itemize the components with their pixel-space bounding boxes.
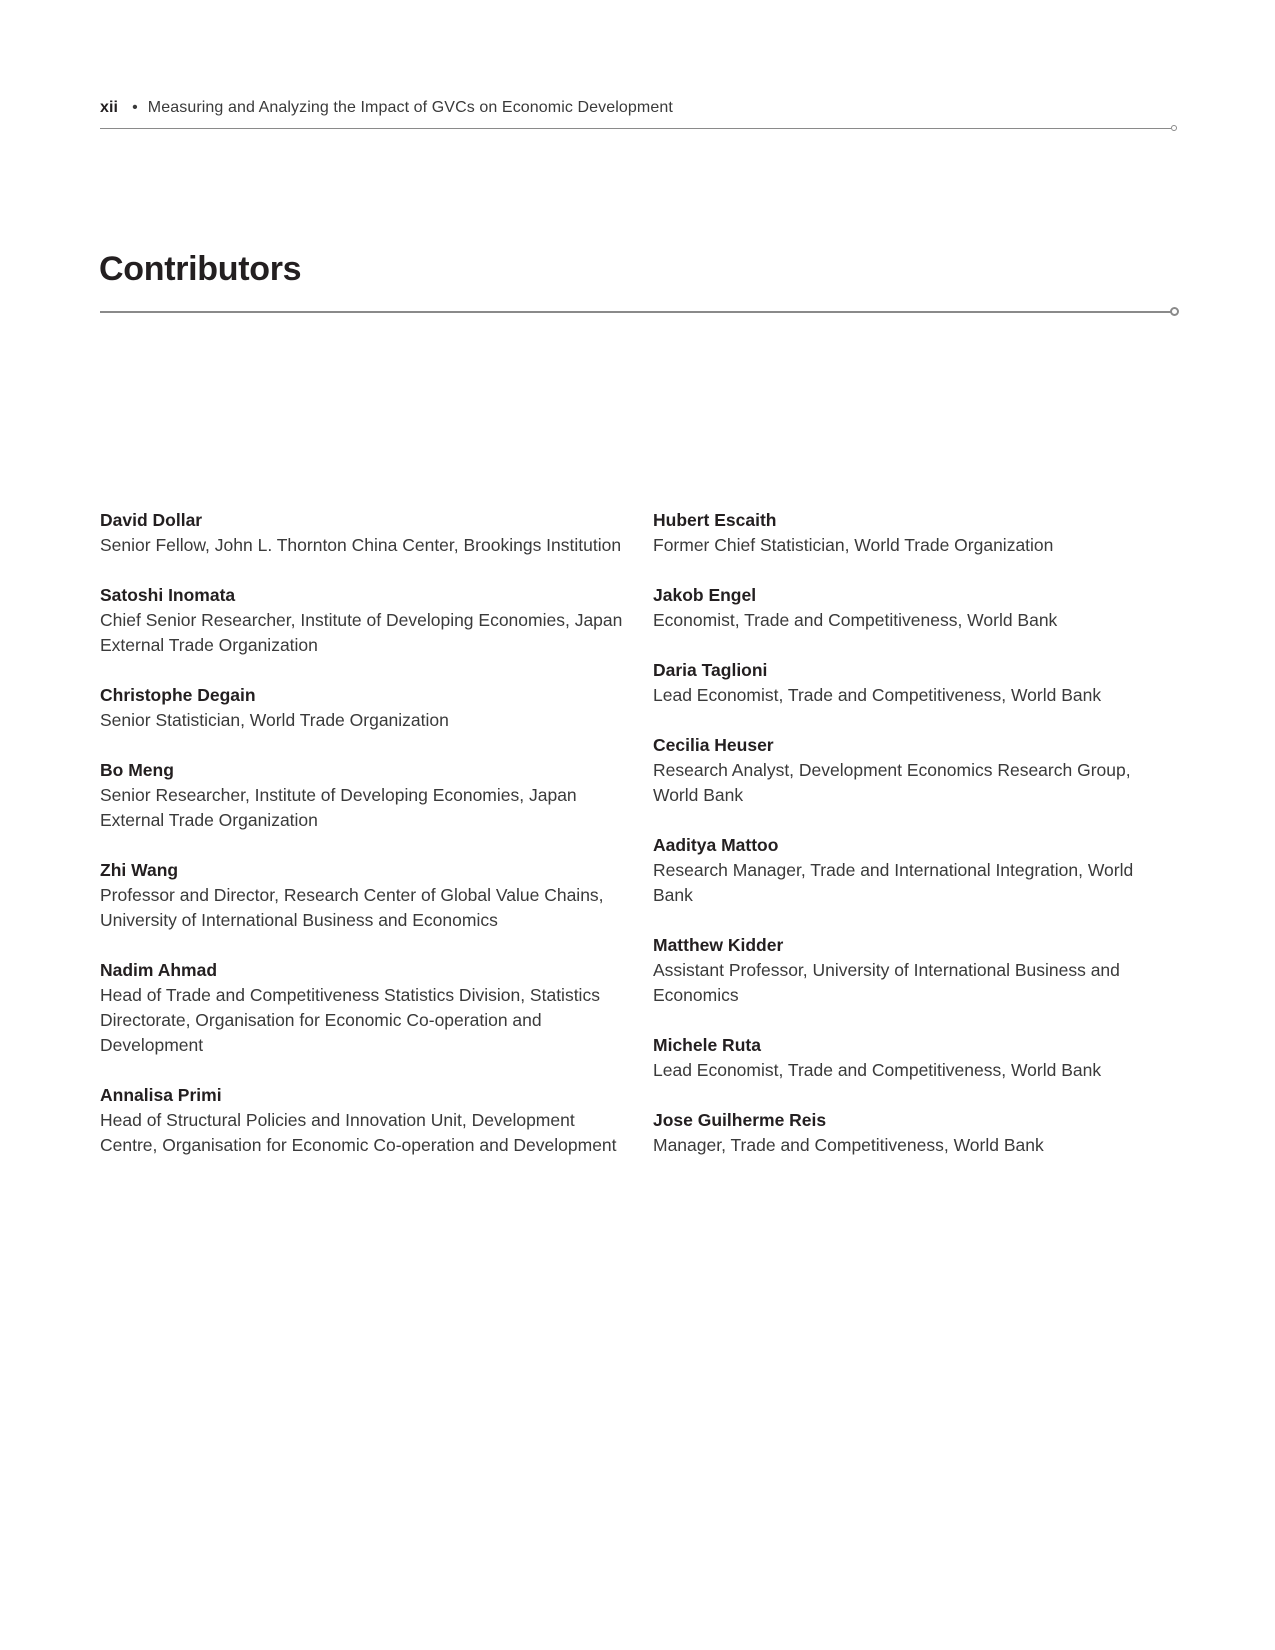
title-rule-line	[100, 311, 1171, 313]
book-title: Measuring and Analyzing the Impact of GVCs on Economic Development	[147, 99, 673, 116]
contributor-entry	[653, 733, 1173, 808]
contributor-name: Matthew Kidder	[653, 935, 784, 955]
contributor-entry	[653, 658, 1173, 708]
contributor-name: Nadim Ahmad	[100, 960, 218, 980]
contributor-affiliation: Head of Structural Policies and Innovation Unit, Development Centre, Organisation for Economic Co-operation and Development	[100, 1110, 617, 1155]
contributor-name: Daria Taglioni	[653, 660, 768, 680]
header-bullet: •	[132, 99, 138, 116]
contributor-name: David Dollar	[100, 510, 203, 530]
contributor-entry	[653, 1033, 1173, 1083]
header-rule-line	[100, 128, 1171, 129]
contributor-affiliation: Senior Statistician, World Trade Organization	[100, 710, 449, 730]
contributor-name: Annalisa Primi	[100, 1085, 222, 1105]
contributor-name: Cecilia Heuser	[653, 735, 774, 755]
contributor-affiliation: Lead Economist, Trade and Competitiveness, World Bank	[653, 685, 1102, 705]
contributor-entry	[100, 683, 630, 733]
title-rule-end-circle	[1170, 307, 1179, 316]
contributor-entry	[100, 508, 630, 558]
contributor-affiliation: Head of Trade and Competitiveness Statistics Division, Statistics Directorate, Organisation for Economic Co-operation and Development	[100, 985, 600, 1055]
contributor-affiliation: Lead Economist, Trade and Competitiveness, World Bank	[653, 1060, 1102, 1080]
contributor-name: Michele Ruta	[653, 1035, 761, 1055]
contributor-affiliation: Chief Senior Researcher, Institute of Developing Economies, Japan External Trade Organization	[100, 610, 623, 655]
page-number: xii	[100, 99, 119, 116]
contributor-affiliation: Senior Fellow, John L. Thornton China Center, Brookings Institution	[100, 535, 622, 555]
contributor-name: Jakob Engel	[653, 585, 757, 605]
contributor-entry	[100, 858, 630, 933]
contributor-name: Aaditya Mattoo	[653, 835, 779, 855]
contributor-affiliation: Research Analyst, Development Economics Research Group, World Bank	[653, 760, 1131, 805]
contributor-entry	[653, 933, 1173, 1008]
contributor-name: Bo Meng	[100, 760, 174, 780]
contributor-name: Satoshi Inomata	[100, 585, 236, 605]
contributor-affiliation: Senior Researcher, Institute of Developing Economies, Japan External Trade Organization	[100, 785, 577, 830]
contributor-affiliation: Professor and Director, Research Center of Global Value Chains, University of International Business and Economics	[100, 885, 604, 930]
contributors-left-column	[100, 508, 630, 1183]
running-header	[100, 99, 673, 117]
contributor-entry	[653, 833, 1173, 908]
contributor-entry	[100, 958, 630, 1058]
contributor-name: Jose Guilherme Reis	[653, 1110, 827, 1130]
contributor-affiliation: Assistant Professor, University of International Business and Economics	[653, 960, 1120, 1005]
contributor-entry	[100, 583, 630, 658]
contributor-entry	[100, 758, 630, 833]
contributor-entry	[653, 1108, 1173, 1158]
contributor-entry	[653, 508, 1173, 558]
header-rule-end-circle	[1171, 125, 1177, 131]
contributor-affiliation: Former Chief Statistician, World Trade Organization	[653, 535, 1054, 555]
contributor-affiliation: Manager, Trade and Competitiveness, World Bank	[653, 1135, 1044, 1155]
contributor-affiliation: Research Manager, Trade and International Integration, World Bank	[653, 860, 1134, 905]
chapter-title: Contributors	[99, 250, 302, 288]
contributor-name: Hubert Escaith	[653, 510, 777, 530]
contributor-affiliation: Economist, Trade and Competitiveness, World Bank	[653, 610, 1058, 630]
contributor-entry	[653, 583, 1173, 633]
contributor-name: Christophe Degain	[100, 685, 256, 705]
contributor-name: Zhi Wang	[100, 860, 179, 880]
contributor-entry	[100, 1083, 630, 1158]
contributors-right-column	[653, 508, 1173, 1183]
